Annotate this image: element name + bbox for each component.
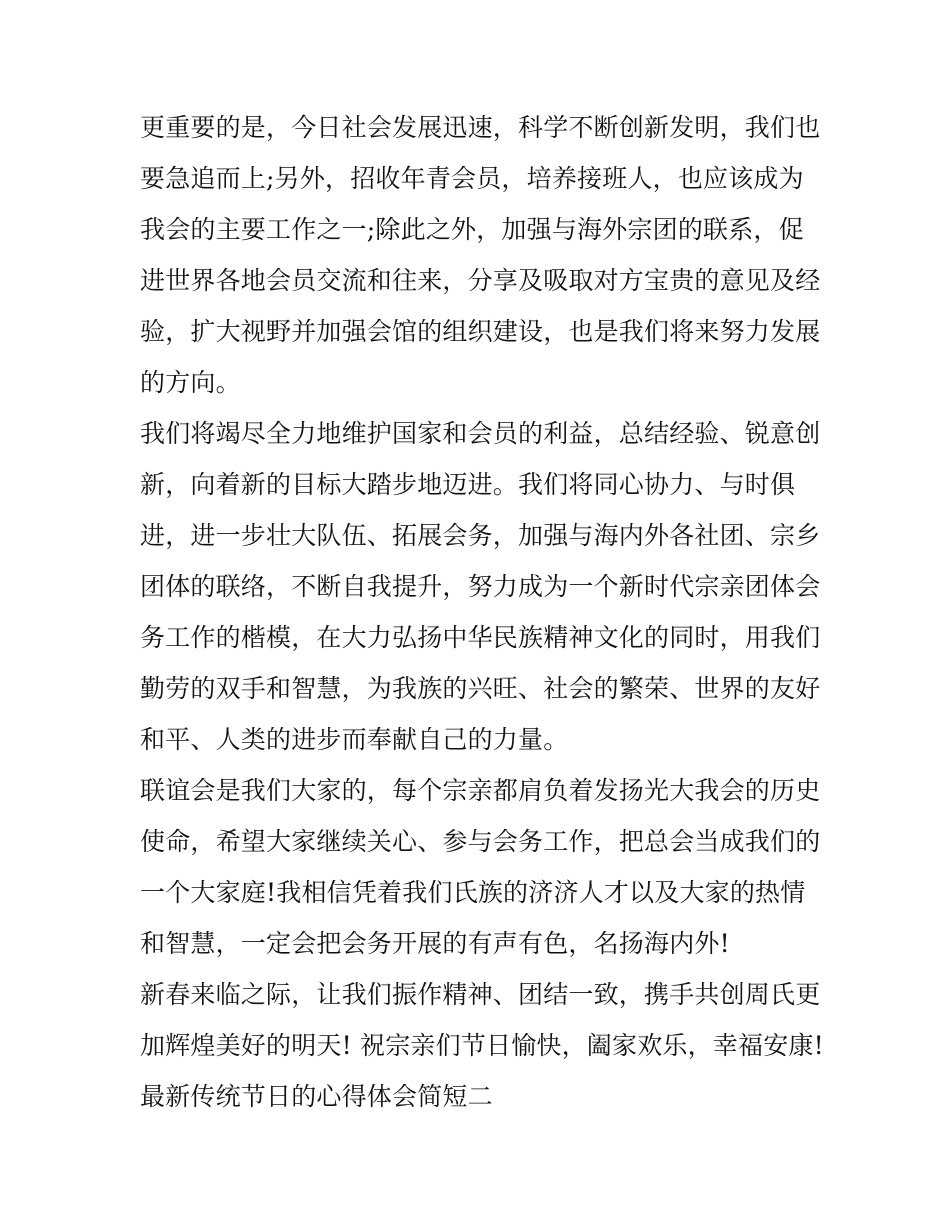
text-line: 我会的主要工作之一;除此之外，加强与海外宗团的联系，促 <box>140 215 804 244</box>
text-line: 务工作的楷模，在大力弘扬中华民族精神文化的同时，用我们 <box>140 623 821 652</box>
text-line: 新春来临之际，让我们振作精神、团结一致，携手共创周氏更 <box>140 980 821 1009</box>
text-line: 团体的联络，不断自我提升，努力成为一个新时代宗亲团体会 <box>140 572 821 601</box>
text-line: 更重要的是，今日社会发展迅速，科学不断创新发明，我们也 <box>140 113 821 142</box>
text-line: 和平、人类的进步而奉献自己的力量。 <box>140 725 569 754</box>
text-line: 我们将竭尽全力地维护国家和会员的利益，总结经验、锐意创 <box>140 419 821 448</box>
text-line: 新，向着新的目标大踏步地迈进。我们将同心协力、与时俱 <box>140 470 796 499</box>
text-line: 进世界各地会员交流和往来，分享及吸取对方宝贵的意见及经 <box>140 266 821 295</box>
text-line: 一个大家庭!我相信凭着我们氏族的济济人才以及大家的热情 <box>140 878 806 907</box>
text-line: 和智慧，一定会把会务开展的有声有色，名扬海内外! <box>140 929 730 958</box>
text-line: 要急追而上;另外，招收年青会员，培养接班人，也应该成为 <box>140 164 804 193</box>
text-line: 验，扩大视野并加强会馆的组织建设，也是我们将来努力发展 <box>140 317 821 346</box>
body-text <box>140 102 824 1122</box>
text-line: 加辉煌美好的明天! 祝宗亲们节日愉快，阖家欢乐，幸福安康! <box>140 1031 824 1060</box>
text-line: 的方向。 <box>140 368 241 397</box>
text-line: 使命，希望大家继续关心、参与会务工作，把总会当成我们的 <box>140 827 821 856</box>
text-line: 进，进一步壮大队伍、拓展会务，加强与海内外各社团、宗乡 <box>140 521 821 550</box>
text-line: 联谊会是我们大家的，每个宗亲都肩负着发扬光大我会的历史 <box>140 776 821 805</box>
text-line: 勤劳的双手和智慧，为我族的兴旺、社会的繁荣、世界的友好 <box>140 674 821 703</box>
section-heading: 最新传统节日的心得体会简短二 <box>140 1082 493 1111</box>
